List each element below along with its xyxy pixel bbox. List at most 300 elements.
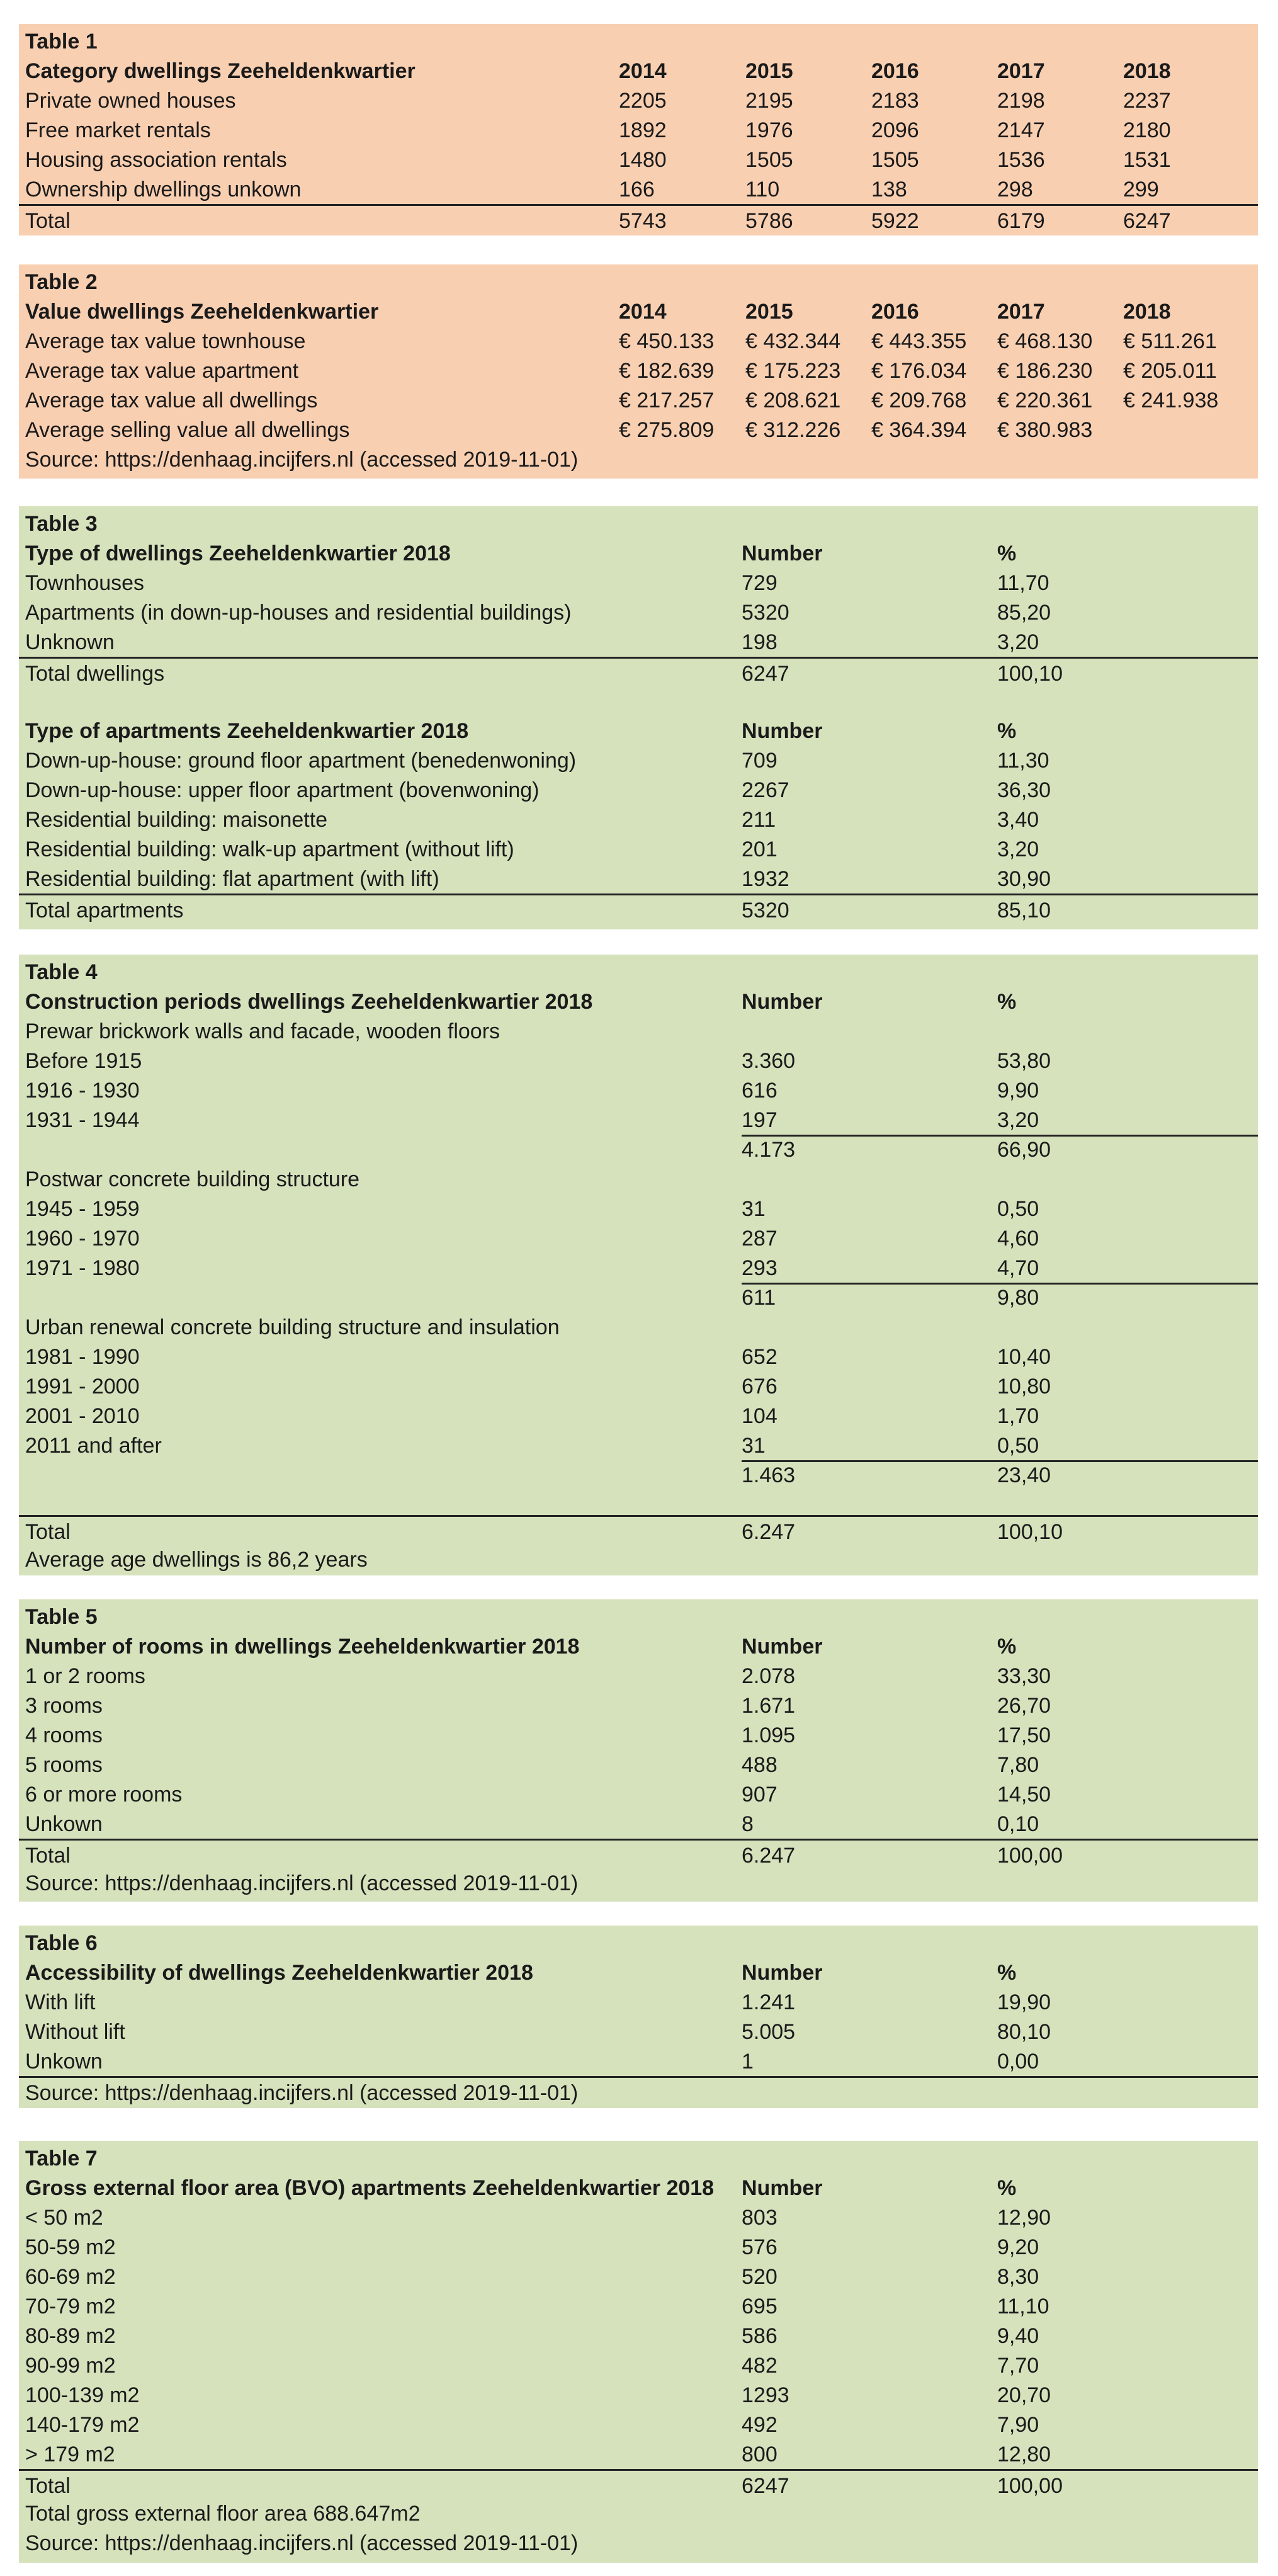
table-row [19,805,1258,834]
table-row [19,86,1258,115]
cell-percent: 33,30 [997,1664,1051,1688]
table-number: Table 5 [25,1605,98,1629]
cell-percent: 85,10 [997,899,1051,922]
row-label: Residential building: maisonette [25,808,328,832]
table-2 [19,264,1258,479]
subtotal-row [19,1135,1258,1164]
table-title: Gross external floor area (BVO) apartments Zeeheldenkwartier 2018 [25,2176,715,2200]
cell-percent: 3,40 [997,808,1039,832]
cell-number: 104 [742,1404,778,1428]
header-row [19,538,1258,568]
col-header-number: Number [742,1961,823,1985]
table-subtitle: Type of apartments Zeeheldenkwartier 2018 [25,719,469,743]
group-heading-row [19,1312,1258,1342]
group-heading-row [19,1164,1258,1194]
row-label: 70-79 m2 [25,2295,116,2318]
table-title: Value dwellings Zeeheldenkwartier [25,300,379,324]
row-label: 60-69 m2 [25,2265,116,2289]
cell-value: 299 [1123,178,1159,201]
cell-number: 1932 [742,867,789,891]
cell-percent: 85,20 [997,601,1051,625]
row-label: 2001 - 2010 [25,1404,140,1428]
table-row [19,2203,1258,2232]
cell-value: € 511.261 [1123,329,1217,353]
cell-percent: 12,80 [997,2443,1051,2466]
source-note: Source: https://denhaag.incijfers.nl (accessed 2019-11-01) [25,2531,579,2555]
cell-percent: 66,90 [997,1138,1051,1162]
table-6 [19,1926,1258,2108]
cell-value: € 432.344 [745,329,841,353]
row-label: Total [25,209,71,233]
cell-value: € 175.223 [745,359,841,383]
row-label: Unknown [25,630,115,654]
cell-number: 907 [742,1783,778,1807]
table-label [19,26,1258,56]
row-label: Total apartments [25,899,184,922]
row-label: 4 rooms [25,1723,103,1747]
cell-percent: 8,30 [997,2265,1039,2289]
cell-number: 1.463 [742,1463,796,1487]
cell-value: 138 [871,178,907,201]
table-row [19,1342,1258,1371]
table-5 [19,1599,1258,1902]
cell-value: 298 [997,178,1033,201]
cell-percent: 11,70 [997,571,1049,595]
cell-value: 2205 [619,89,667,113]
cell-percent: 23,40 [997,1463,1051,1487]
row-label: 1916 - 1930 [25,1079,140,1103]
table-number: Table 3 [25,512,98,536]
cell-number: 709 [742,749,778,773]
cell-value: € 220.361 [997,389,1093,412]
cell-percent: 80,10 [997,2020,1051,2044]
cell-value: € 217.257 [619,389,715,412]
row-label: 1960 - 1970 [25,1227,140,1251]
table-row [19,145,1258,174]
table-row [19,775,1258,805]
col-header-number: Number [742,542,823,565]
table-row [19,2439,1258,2469]
col-header-percent: % [997,542,1017,565]
row-label: Down-up-house: ground floor apartment (benedenwoning) [25,749,577,773]
table-title: Accessibility of dwellings Zeeheldenkwartier 2018 [25,1961,533,1985]
table-row [19,174,1258,204]
row-label: With lift [25,1990,96,2014]
cell-value: 110 [745,178,780,201]
cell-value: € 208.621 [745,389,841,412]
cell-number: 4.173 [742,1138,796,1162]
header-row [19,297,1258,326]
table-row [19,2262,1258,2291]
row-label: Average tax value townhouse [25,329,306,353]
col-header: 2017 [997,300,1045,324]
col-header-number: Number [742,2176,823,2200]
cell-value: € 364.394 [871,418,967,442]
cell-value: € 450.133 [619,329,715,353]
table-number: Table 4 [25,960,98,984]
header-row [19,2173,1258,2203]
col-header-number: Number [742,990,823,1014]
cell-percent: 7,80 [997,1753,1039,1777]
cell-number: 5320 [742,899,789,922]
cell-percent: 0,10 [997,1812,1039,1836]
total-row [19,894,1258,925]
table-note: Total gross external floor area 688.647m2 [25,2502,421,2526]
cell-percent: 0,00 [997,2050,1039,2074]
cell-number: 488 [742,1753,778,1777]
header-row [19,1958,1258,1987]
group-heading: Postwar concrete building structure [25,1167,360,1191]
cell-number: 2267 [742,778,789,802]
table-4 [19,955,1258,1575]
row-label: 1945 - 1959 [25,1197,140,1221]
group-heading: Prewar brickwork walls and facade, wooden floors [25,1019,500,1043]
cell-number: 492 [742,2413,778,2437]
row-label: 3 rooms [25,1694,103,1718]
col-header: 2016 [871,300,919,324]
table-row [19,627,1258,657]
row-label: Free market rentals [25,118,211,142]
row-label: 1981 - 1990 [25,1345,140,1369]
cell-number: 576 [742,2235,778,2259]
note-row [19,2499,1258,2528]
cell-value: 5743 [619,209,667,233]
table-7 [19,2141,1258,2563]
subtotal-row [19,1460,1258,1490]
col-header: 2014 [619,300,667,324]
header-row [19,56,1258,86]
cell-number: 800 [742,2443,778,2466]
table-note: Average age dwellings is 86,2 years [25,1548,368,1572]
total-row [19,1515,1258,1546]
cell-percent: 36,30 [997,778,1051,802]
row-label: 1931 - 1944 [25,1108,140,1132]
table-row [19,2232,1258,2262]
table-label [19,267,1258,297]
col-header-percent: % [997,1961,1017,1985]
col-header-percent: % [997,2176,1017,2200]
table-1 [19,24,1258,235]
row-label: Total dwellings [25,662,165,686]
col-header: 2018 [1123,59,1171,83]
cell-number: 729 [742,571,778,595]
row-label: < 50 m2 [25,2206,103,2230]
row-label: 1991 - 2000 [25,1375,140,1399]
cell-number: 695 [742,2295,778,2318]
cell-value: € 182.639 [619,359,715,383]
row-label: Unkown [25,2050,103,2074]
col-header-percent: % [997,1635,1017,1659]
row-label: Private owned houses [25,89,236,113]
cell-number: 293 [742,1256,778,1280]
table-row [19,2046,1258,2076]
cell-value: 2096 [871,118,919,142]
table-row [19,1779,1258,1809]
row-label: Total [25,1844,71,1868]
cell-percent: 1,70 [997,1404,1039,1428]
cell-percent: 4,70 [997,1256,1039,1280]
cell-number: 287 [742,1227,778,1251]
cell-number: 6247 [742,2474,789,2498]
col-header: 2015 [745,59,793,83]
cell-number: 6.247 [742,1844,796,1868]
subtotal-row [19,1283,1258,1312]
row-label: 5 rooms [25,1753,103,1777]
cell-value: 1480 [619,148,667,172]
table-label [19,2143,1258,2173]
cell-value: 1505 [745,148,793,172]
cell-percent: 10,40 [997,1345,1051,1369]
cell-percent: 19,90 [997,1990,1051,2014]
table-title: Type of dwellings Zeeheldenkwartier 2018 [25,542,451,565]
row-label: 50-59 m2 [25,2235,116,2259]
cell-value: 166 [619,178,655,201]
table-row [19,1075,1258,1105]
table-row [19,746,1258,775]
table-row [19,2410,1258,2439]
table-label [19,1602,1258,1631]
cell-percent: 7,70 [997,2354,1039,2378]
table-label [19,509,1258,538]
cell-value: € 275.809 [619,418,715,442]
source-note: Source: https://denhaag.incijfers.nl (accessed 2019-11-01) [25,1871,579,1895]
table-row [19,115,1258,145]
source-note: Source: https://denhaag.incijfers.nl (accessed 2019-11-01) [25,2081,579,2105]
row-label: 80-89 m2 [25,2324,116,2348]
table-row [19,1431,1258,1460]
table-row [19,1987,1258,2017]
cell-value: 2195 [745,89,793,113]
cell-percent: 7,90 [997,2413,1039,2437]
row-label: Housing association rentals [25,148,287,172]
cell-percent: 17,50 [997,1723,1051,1747]
cell-number: 611 [742,1286,776,1310]
table-row [19,1691,1258,1720]
cell-percent: 100,10 [997,1520,1063,1544]
table-row [19,2017,1258,2046]
table-row [19,1194,1258,1223]
table-row [19,834,1258,864]
table-number: Table 1 [25,30,98,54]
table-label [19,957,1258,987]
col-header: 2015 [745,300,793,324]
row-label: Before 1915 [25,1049,142,1073]
cell-percent: 0,50 [997,1434,1039,1458]
cell-number: 211 [742,808,776,832]
col-header-number: Number [742,719,823,743]
cell-number: 5.005 [742,2020,796,2044]
cell-percent: 9,80 [997,1286,1039,1310]
row-label: Ownership dwellings unkown [25,178,302,201]
row-label: Down-up-house: upper floor apartment (bovenwoning) [25,778,540,802]
row-label: Average tax value apartment [25,359,299,383]
row-label: Average selling value all dwellings [25,418,350,442]
table-row [19,1720,1258,1750]
col-header: 2016 [871,59,919,83]
cell-number: 1 [742,2050,754,2074]
cell-percent: 20,70 [997,2383,1051,2407]
cell-number: 198 [742,630,778,654]
table-row [19,1661,1258,1691]
cell-value: 2183 [871,89,919,113]
cell-value: 6179 [997,209,1045,233]
table-row [19,598,1258,627]
cell-number: 2.078 [742,1664,796,1688]
cell-value: 1976 [745,118,793,142]
table-number: Table 7 [25,2147,98,2170]
row-label: Total [25,1520,71,1544]
cell-percent: 9,40 [997,2324,1039,2348]
cell-value: € 176.034 [871,359,967,383]
table-title: Construction periods dwellings Zeeheldenkwartier 2018 [25,990,593,1014]
cell-percent: 9,90 [997,1079,1039,1103]
table-3 [19,506,1258,929]
cell-percent: 53,80 [997,1049,1051,1073]
cell-number: 676 [742,1375,778,1399]
cell-percent: 3,20 [997,630,1039,654]
row-label: Apartments (in down-up-houses and residential buildings) [25,601,572,625]
cell-percent: 3,20 [997,1108,1039,1132]
cell-value: € 209.768 [871,389,967,412]
col-header: 2014 [619,59,667,83]
row-label: Residential building: flat apartment (with lift) [25,867,439,891]
row-label: 2011 and after [25,1434,162,1458]
cell-number: 8 [742,1812,754,1836]
cell-percent: 0,50 [997,1197,1039,1221]
cell-number: 520 [742,2265,778,2289]
cell-percent: 12,90 [997,2206,1051,2230]
cell-number: 31 [742,1434,766,1458]
cell-number: 6247 [742,662,789,686]
cell-value: € 205.011 [1123,359,1217,383]
cell-value: 1536 [997,148,1045,172]
row-label: 1 or 2 rooms [25,1664,145,1688]
cell-number: 803 [742,2206,778,2230]
cell-percent: 100,00 [997,1844,1063,1868]
row-label: Townhouses [25,571,145,595]
col-header: 2018 [1123,300,1171,324]
table-row [19,415,1258,445]
cell-percent: 26,70 [997,1694,1051,1718]
col-header: 2017 [997,59,1045,83]
cell-number: 482 [742,2354,778,2378]
cell-value: 2198 [997,89,1045,113]
col-header-percent: % [997,719,1017,743]
col-header-number: Number [742,1635,823,1659]
source-row [19,1868,1258,1898]
table-row [19,2291,1258,2321]
source-row [19,2076,1258,2108]
group-heading-row [19,1016,1258,1046]
table-row [19,356,1258,385]
table-row [19,1223,1258,1253]
cell-number: 201 [742,837,778,861]
cell-number: 3.360 [742,1049,796,1073]
cell-percent: 4,60 [997,1227,1039,1251]
total-row [19,657,1258,688]
cell-value: € 312.226 [745,418,841,442]
row-label: 100-139 m2 [25,2383,140,2407]
row-label: Residential building: walk-up apartment (without lift) [25,837,514,861]
table-title: Number of rooms in dwellings Zeeheldenkwartier 2018 [25,1635,580,1659]
cell-value: € 468.130 [997,329,1093,353]
cell-percent: 3,20 [997,837,1039,861]
table-number: Table 6 [25,1931,98,1955]
header-row [19,1631,1258,1661]
source-row [19,445,1258,474]
cell-value: € 186.230 [997,359,1093,383]
table-row [19,568,1258,598]
table-title: Category dwellings Zeeheldenkwartier [25,59,416,83]
table-row [19,1046,1258,1075]
table-row [19,2351,1258,2380]
cell-value: 1505 [871,148,919,172]
cell-number: 1.095 [742,1723,796,1747]
cell-value: € 380.983 [997,418,1093,442]
cell-value: 2180 [1123,118,1171,142]
cell-percent: 10,80 [997,1375,1051,1399]
cell-value: 2147 [997,118,1045,142]
total-row [19,1839,1258,1870]
row-label: Average tax value all dwellings [25,389,318,412]
table-row [19,1371,1258,1401]
row-label: 6 or more rooms [25,1783,183,1807]
table-row [19,1401,1258,1431]
table-row [19,1253,1258,1283]
row-label: 1971 - 1980 [25,1256,140,1280]
table-row [19,864,1258,894]
table-row [19,2380,1258,2410]
cell-value: € 241.938 [1123,389,1219,412]
cell-number: 652 [742,1345,778,1369]
table-row [19,1105,1258,1135]
cell-value: € 443.355 [871,329,967,353]
row-label: Unkown [25,1812,103,1836]
source-row [19,2528,1258,2558]
note-row [19,1545,1258,1574]
table-row [19,326,1258,356]
col-header-percent: % [997,990,1017,1014]
table-number: Table 2 [25,270,98,294]
cell-percent: 30,90 [997,867,1051,891]
cell-value: 6247 [1123,209,1171,233]
table-row [19,1750,1258,1779]
header-row [19,987,1258,1016]
cell-number: 1.241 [742,1990,796,2014]
row-label: 140-179 m2 [25,2413,140,2437]
cell-number: 1.671 [742,1694,796,1718]
cell-number: 1293 [742,2383,789,2407]
cell-percent: 100,00 [997,2474,1063,2498]
cell-value: 2237 [1123,89,1171,113]
cell-number: 197 [742,1108,778,1132]
cell-percent: 9,20 [997,2235,1039,2259]
cell-value: 1531 [1123,148,1171,172]
table-row [19,2321,1258,2351]
header-row [19,716,1258,746]
cell-percent: 11,10 [997,2295,1049,2318]
cell-percent: 14,50 [997,1783,1051,1807]
cell-percent: 11,30 [997,749,1049,773]
cell-value: 5786 [745,209,793,233]
cell-value: 1892 [619,118,667,142]
cell-value: 5922 [871,209,919,233]
row-label: Without lift [25,2020,125,2044]
row-label: 90-99 m2 [25,2354,116,2378]
cell-number: 586 [742,2324,778,2348]
table-row [19,1809,1258,1839]
cell-number: 6.247 [742,1520,796,1544]
